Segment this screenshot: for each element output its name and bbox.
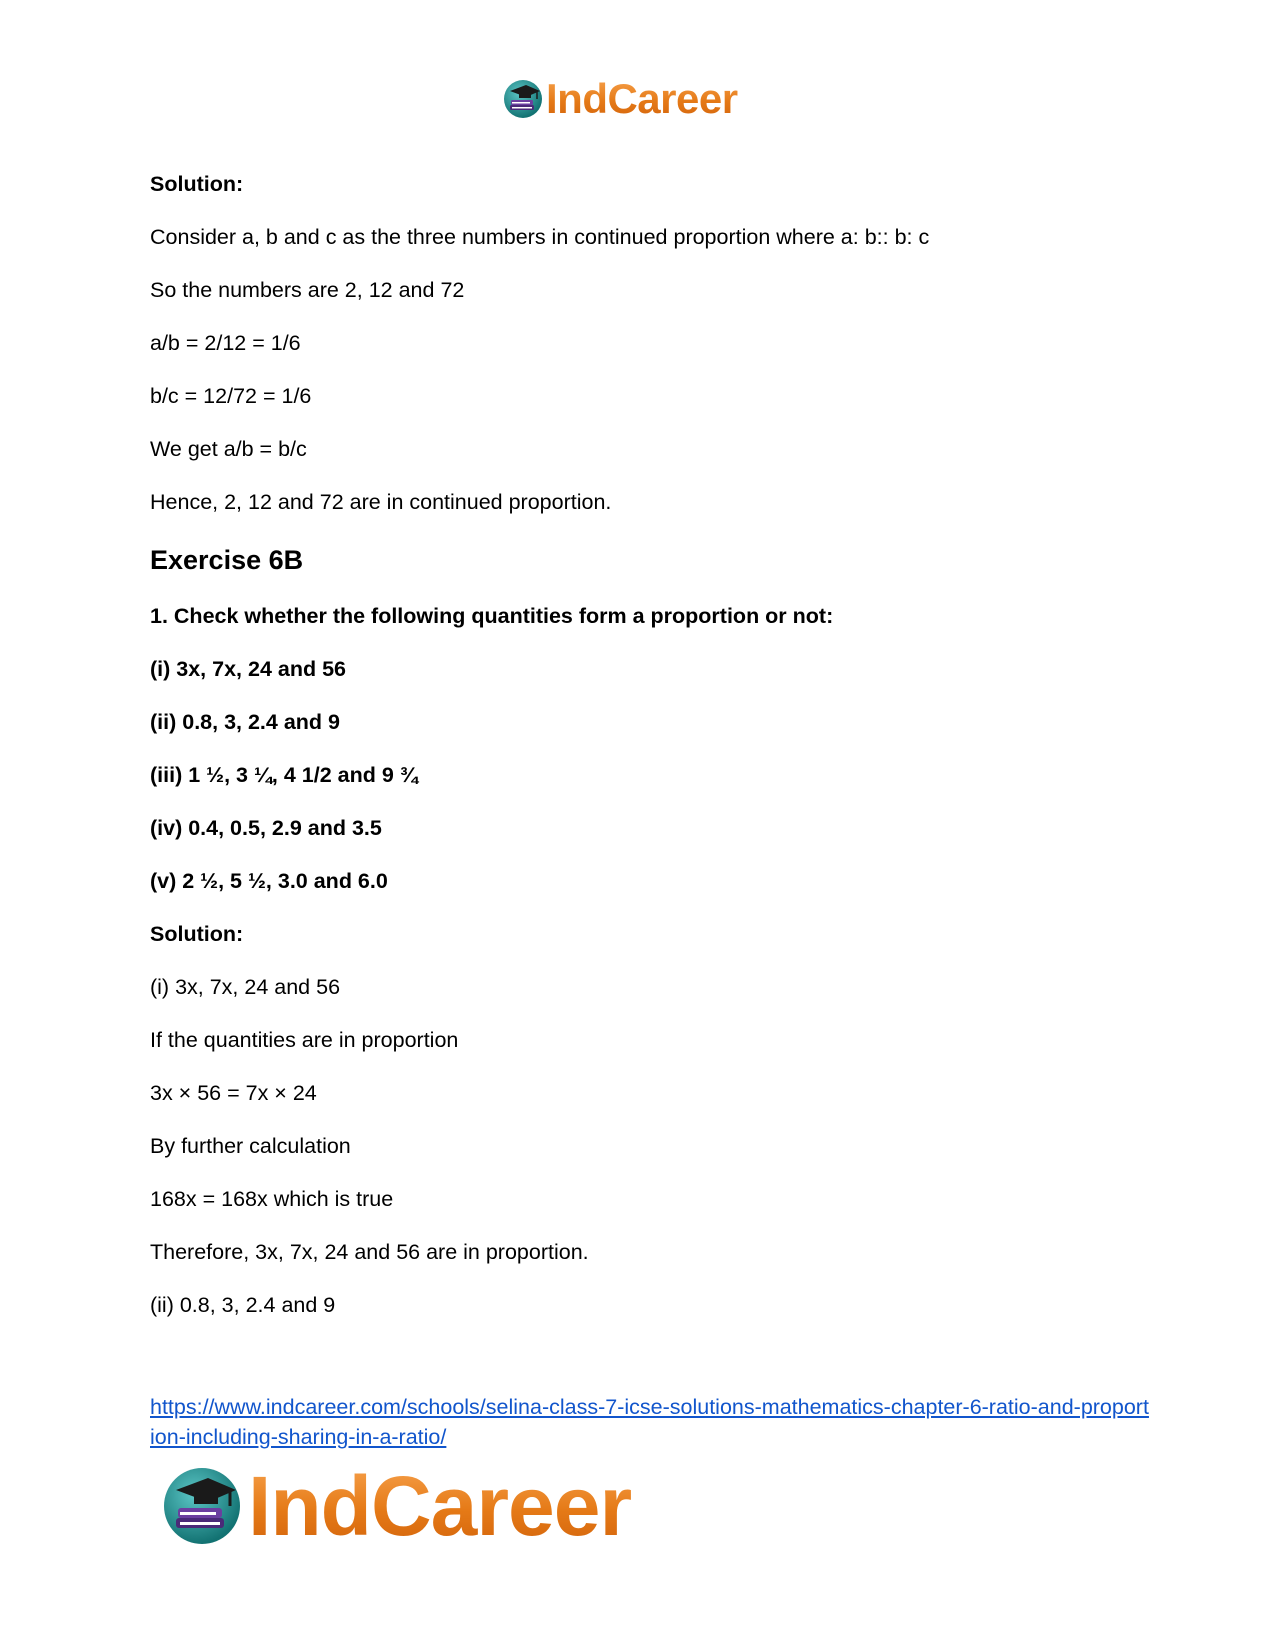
solution-label: Solution: (150, 922, 244, 946)
solution-text: Consider a, b and c as the three numbers in continued proportion where a: b:: b: c (150, 225, 930, 249)
logo-wordmark: IndCareer (546, 75, 738, 122)
graduation-cap-books-globe-icon (502, 78, 544, 120)
footer-logo (160, 1459, 632, 1553)
solution-text: (ii) 0.8, 3, 2.4 and 9 (150, 1293, 336, 1317)
header-logo (502, 75, 738, 122)
solution-text: Hence, 2, 12 and 72 are in continued proportion. (150, 490, 612, 514)
question-part: (iii) 1 ½, 3 ¼, 4 1/2 and 9 ¾ (150, 763, 418, 787)
solution-text: By further calculation (150, 1134, 351, 1158)
solution-text: If the quantities are in proportion (150, 1028, 459, 1052)
graduation-cap-books-globe-icon (160, 1464, 244, 1548)
solution-text: Therefore, 3x, 7x, 24 and 56 are in proportion. (150, 1240, 589, 1264)
question-part: (iv) 0.4, 0.5, 2.9 and 3.5 (150, 816, 382, 840)
question-part: (i) 3x, 7x, 24 and 56 (150, 657, 346, 681)
solution-text: (i) 3x, 7x, 24 and 56 (150, 975, 341, 999)
solution-text: 168x = 168x which is true (150, 1187, 394, 1211)
question-part: (v) 2 ½, 5 ½, 3.0 and 6.0 (150, 869, 388, 893)
solution-text: a/b = 2/12 = 1/6 (150, 331, 301, 355)
solution-text: We get a/b = b/c (150, 437, 307, 461)
solution-text: b/c = 12/72 = 1/6 (150, 384, 312, 408)
logo-wordmark: IndCareer (248, 1459, 632, 1553)
question-part: (ii) 0.8, 3, 2.4 and 9 (150, 710, 340, 734)
solution-text: So the numbers are 2, 12 and 72 (150, 278, 465, 302)
exercise-heading: Exercise 6B (150, 545, 304, 575)
solution-label: Solution: (150, 172, 244, 196)
solution-text: 3x × 56 = 7x × 24 (150, 1081, 317, 1105)
question-text: 1. Check whether the following quantities form a proportion or not: (150, 604, 834, 628)
source-link[interactable]: https://www.indcareer.com/schools/selina-class-7-icse-solutions-mathematics-chapter-6-ratio-and-proportion-including-sharing-in-a-ratio/ (150, 1395, 1149, 1449)
